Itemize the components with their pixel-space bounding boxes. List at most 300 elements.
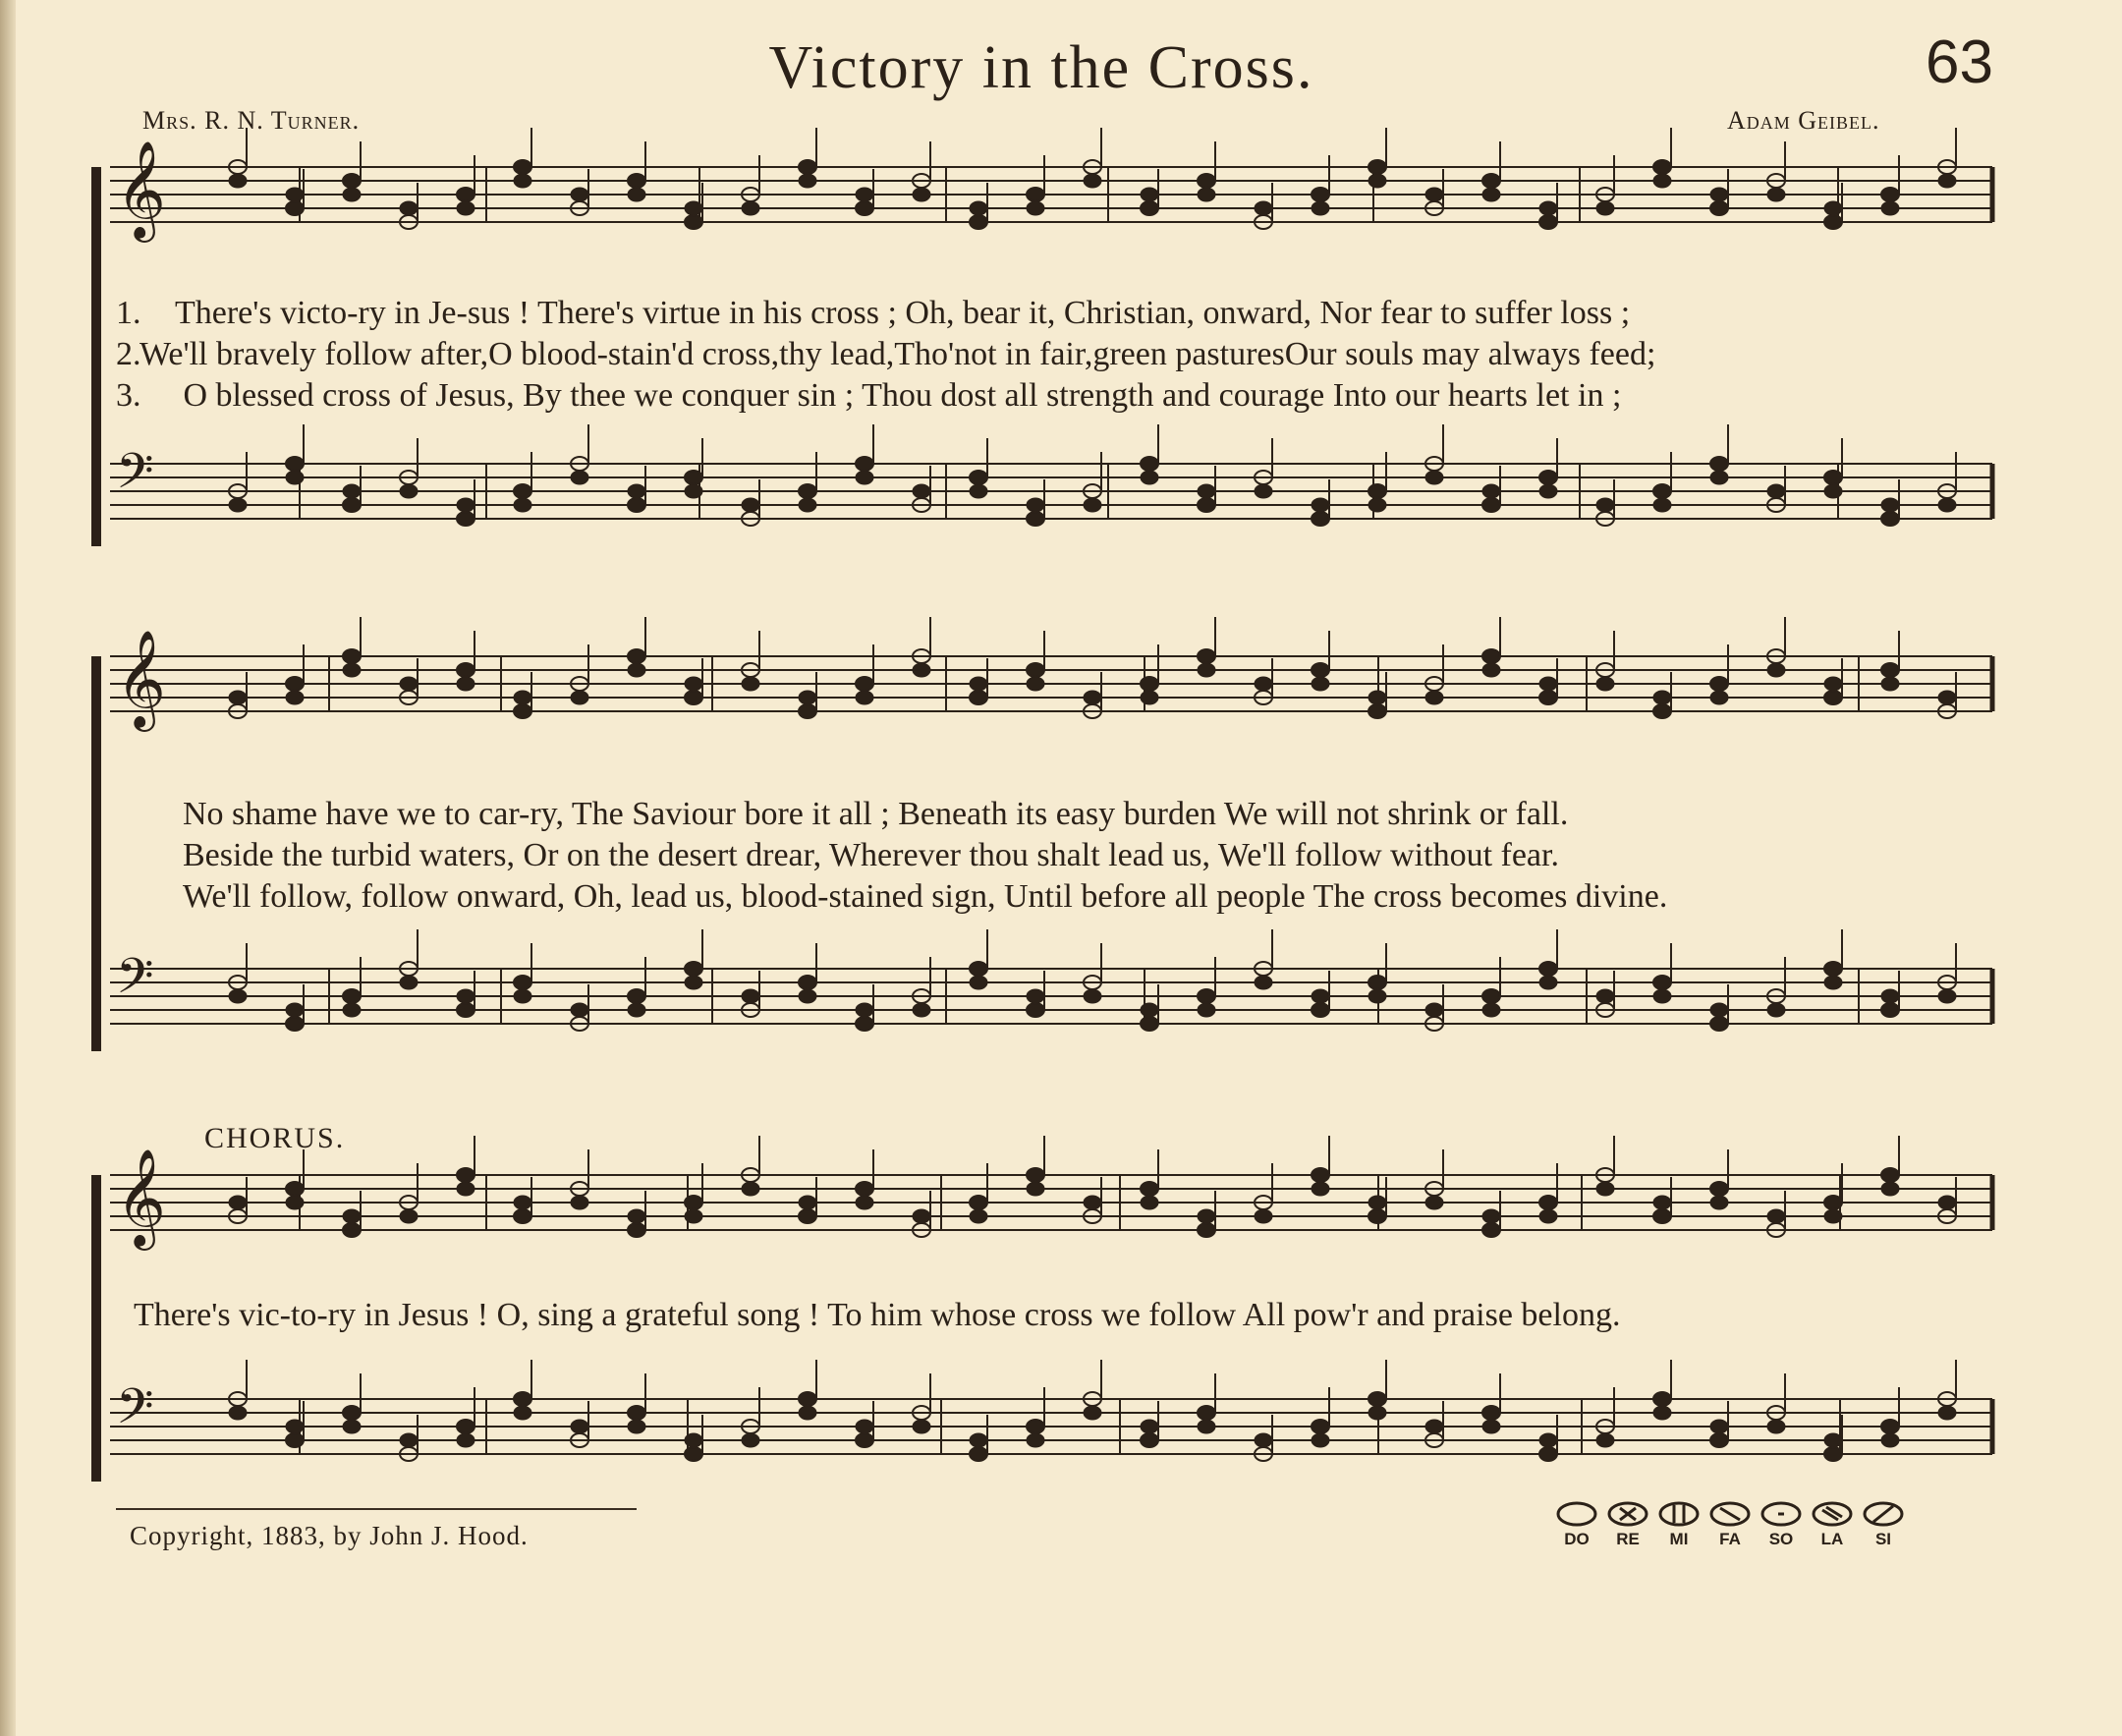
note-head bbox=[514, 498, 531, 512]
note-head bbox=[856, 677, 873, 691]
note-head bbox=[856, 691, 873, 704]
note-head bbox=[343, 1406, 361, 1420]
note-head bbox=[1425, 691, 1443, 704]
verse-lyrics-block-2 bbox=[183, 794, 2069, 918]
note-head bbox=[1312, 989, 1329, 1003]
note-head bbox=[286, 188, 304, 201]
note-head bbox=[1368, 989, 1386, 1003]
note-head bbox=[628, 188, 645, 201]
note-head bbox=[1767, 188, 1785, 201]
note-head bbox=[1653, 691, 1671, 704]
note-head bbox=[286, 201, 304, 215]
note-head bbox=[1824, 1433, 1842, 1447]
shape-re-mark bbox=[1620, 1508, 1636, 1520]
copyright-notice: Copyright, 1883, by John J. Hood. bbox=[130, 1521, 529, 1550]
note-head bbox=[1653, 704, 1671, 718]
note-head bbox=[1824, 215, 1842, 229]
note-head bbox=[1824, 201, 1842, 215]
note-head bbox=[1767, 1003, 1785, 1017]
note-head bbox=[1482, 498, 1500, 512]
note-head bbox=[343, 484, 361, 498]
note-head bbox=[229, 174, 247, 188]
note-head bbox=[1539, 471, 1557, 484]
note-head bbox=[856, 457, 873, 471]
note-head bbox=[514, 1196, 531, 1209]
note-head bbox=[1312, 498, 1329, 512]
note-head bbox=[1539, 1196, 1557, 1209]
note-head bbox=[1482, 1209, 1500, 1223]
note-head bbox=[970, 677, 987, 691]
note-head bbox=[343, 989, 361, 1003]
note-head bbox=[1938, 1196, 1956, 1209]
note-head bbox=[1084, 498, 1101, 512]
shape-si-mark bbox=[1873, 1506, 1893, 1522]
note-head bbox=[1767, 663, 1785, 677]
note-head bbox=[1027, 498, 1044, 512]
page-number: 63 bbox=[1926, 28, 1993, 96]
note-head bbox=[1141, 1003, 1158, 1017]
note-head bbox=[628, 1406, 645, 1420]
note-head bbox=[1141, 457, 1158, 471]
note-head bbox=[286, 1017, 304, 1031]
note-head bbox=[1368, 160, 1386, 174]
note-head bbox=[628, 1003, 645, 1017]
note-head bbox=[229, 1196, 247, 1209]
note-head bbox=[685, 1447, 702, 1461]
note-head bbox=[970, 1433, 987, 1447]
note-head bbox=[1027, 512, 1044, 526]
note-head bbox=[1824, 1209, 1842, 1223]
note-head bbox=[457, 1003, 475, 1017]
note-head bbox=[1653, 160, 1671, 174]
note-head bbox=[1653, 174, 1671, 188]
note-head bbox=[1539, 976, 1557, 989]
note-head bbox=[685, 1209, 702, 1223]
note-head bbox=[1482, 663, 1500, 677]
note-head bbox=[343, 174, 361, 188]
verse-text: O blessed cross of Jesus, By thee we conquer sin ; Thou dost all strength and courage Into our hearts let in ; bbox=[175, 377, 1622, 414]
note-head bbox=[685, 976, 702, 989]
note-head bbox=[1084, 691, 1101, 704]
note-head bbox=[1255, 484, 1272, 498]
legend-label-mi: MI bbox=[1669, 1530, 1689, 1548]
note-head bbox=[628, 663, 645, 677]
note-head bbox=[1312, 1433, 1329, 1447]
note-head bbox=[457, 512, 475, 526]
treble-clef-icon: 𝄞 bbox=[116, 140, 166, 239]
note-head bbox=[1482, 1420, 1500, 1433]
note-head bbox=[1539, 484, 1557, 498]
note-head bbox=[799, 484, 816, 498]
note-head bbox=[799, 1392, 816, 1406]
note-head bbox=[457, 1182, 475, 1196]
note-head bbox=[1084, 1406, 1101, 1420]
chorus-lyrics bbox=[134, 1295, 2020, 1336]
note-head bbox=[685, 691, 702, 704]
note-head bbox=[970, 1447, 987, 1461]
note-head bbox=[286, 471, 304, 484]
note-head bbox=[1027, 201, 1044, 215]
note-head bbox=[457, 188, 475, 201]
shape-fa-mark bbox=[1720, 1508, 1740, 1520]
note-head bbox=[628, 649, 645, 663]
note-head bbox=[514, 484, 531, 498]
note-head bbox=[1198, 498, 1215, 512]
note-head bbox=[286, 1420, 304, 1433]
verse-line-3b: We'll follow, follow onward, Oh, lead us, blood-stained sign, Until before all people The cross becomes divine. bbox=[183, 878, 1668, 915]
note-head bbox=[856, 1003, 873, 1017]
note-head bbox=[1881, 989, 1899, 1003]
note-head bbox=[1255, 677, 1272, 691]
note-head bbox=[1368, 704, 1386, 718]
note-head bbox=[571, 1196, 588, 1209]
note-head bbox=[286, 1182, 304, 1196]
note-head bbox=[1027, 1168, 1044, 1182]
note-head bbox=[286, 1196, 304, 1209]
note-head bbox=[1425, 1420, 1443, 1433]
note-head bbox=[1767, 1420, 1785, 1433]
note-head bbox=[1482, 174, 1500, 188]
note-head bbox=[970, 1209, 987, 1223]
note-head bbox=[571, 1420, 588, 1433]
note-head bbox=[742, 1433, 759, 1447]
note-head bbox=[1710, 1017, 1728, 1031]
note-head bbox=[856, 1017, 873, 1031]
note-head bbox=[1084, 989, 1101, 1003]
note-head bbox=[856, 201, 873, 215]
note-head bbox=[799, 1196, 816, 1209]
note-head bbox=[1710, 1182, 1728, 1196]
note-head bbox=[1425, 1196, 1443, 1209]
note-head bbox=[1824, 691, 1842, 704]
note-head bbox=[1255, 976, 1272, 989]
note-head bbox=[913, 1420, 930, 1433]
shape-la-mark bbox=[1822, 1507, 1842, 1520]
note-head bbox=[514, 1392, 531, 1406]
chorus-label: CHORUS. bbox=[204, 1122, 346, 1154]
note-head bbox=[628, 1223, 645, 1237]
note-head bbox=[1198, 1420, 1215, 1433]
note-head bbox=[970, 201, 987, 215]
note-head bbox=[343, 663, 361, 677]
shape-mi-icon bbox=[1660, 1503, 1698, 1525]
note-head bbox=[1198, 1406, 1215, 1420]
note-head bbox=[1710, 201, 1728, 215]
note-head bbox=[514, 976, 531, 989]
note-head bbox=[1312, 1182, 1329, 1196]
note-head bbox=[742, 498, 759, 512]
note-head bbox=[913, 188, 930, 201]
note-head bbox=[1084, 1196, 1101, 1209]
note-head bbox=[913, 1003, 930, 1017]
note-head bbox=[1881, 677, 1899, 691]
composer-credit: Adam Geibel. bbox=[1727, 106, 1880, 135]
note-head bbox=[1767, 484, 1785, 498]
legend-label-do: DO bbox=[1564, 1530, 1590, 1548]
note-head bbox=[1198, 484, 1215, 498]
note-head bbox=[628, 1420, 645, 1433]
note-head bbox=[229, 691, 247, 704]
verse-number: 3. bbox=[116, 377, 141, 414]
note-head bbox=[457, 1433, 475, 1447]
note-head bbox=[1881, 512, 1899, 526]
note-head bbox=[685, 201, 702, 215]
verse-text: We'll bravely follow after,O blood-stain'd cross,thy lead,Tho'not in fair,green pasturesOur souls may always feed; bbox=[140, 336, 1656, 372]
note-head bbox=[1255, 201, 1272, 215]
note-head bbox=[514, 989, 531, 1003]
note-head bbox=[970, 1196, 987, 1209]
note-head bbox=[970, 471, 987, 484]
note-head bbox=[1938, 989, 1956, 1003]
note-head bbox=[1027, 1182, 1044, 1196]
note-head bbox=[1824, 471, 1842, 484]
verse-number: 1. bbox=[116, 295, 141, 331]
note-head bbox=[343, 1003, 361, 1017]
note-head bbox=[1881, 1433, 1899, 1447]
note-head bbox=[1312, 1168, 1329, 1182]
legend-label-re: RE bbox=[1616, 1530, 1640, 1548]
note-head bbox=[343, 498, 361, 512]
note-head bbox=[913, 484, 930, 498]
bass-clef-icon: 𝄢 bbox=[116, 443, 154, 512]
note-head bbox=[1141, 1182, 1158, 1196]
note-head bbox=[1881, 498, 1899, 512]
copyright-rule bbox=[116, 1508, 637, 1510]
shape-la-icon bbox=[1814, 1503, 1851, 1525]
note-head bbox=[1710, 471, 1728, 484]
note-head bbox=[1539, 215, 1557, 229]
note-head bbox=[1938, 691, 1956, 704]
note-head bbox=[1824, 1196, 1842, 1209]
note-head bbox=[400, 484, 418, 498]
note-head bbox=[856, 188, 873, 201]
note-head bbox=[1312, 1003, 1329, 1017]
note-head bbox=[685, 471, 702, 484]
note-head bbox=[1198, 174, 1215, 188]
note-head bbox=[1141, 1420, 1158, 1433]
note-head bbox=[1539, 1209, 1557, 1223]
note-head bbox=[1368, 174, 1386, 188]
note-head bbox=[1482, 989, 1500, 1003]
legend-label-fa: FA bbox=[1719, 1530, 1741, 1548]
note-head bbox=[1198, 188, 1215, 201]
note-head bbox=[742, 989, 759, 1003]
note-head bbox=[1596, 989, 1614, 1003]
note-head bbox=[685, 484, 702, 498]
note-head bbox=[1653, 1406, 1671, 1420]
note-head bbox=[1482, 1223, 1500, 1237]
note-head bbox=[685, 677, 702, 691]
note-head bbox=[1425, 188, 1443, 201]
note-head bbox=[1482, 1406, 1500, 1420]
note-head bbox=[286, 691, 304, 704]
note-head bbox=[628, 174, 645, 188]
note-head bbox=[1653, 1196, 1671, 1209]
note-head bbox=[1198, 1223, 1215, 1237]
note-head bbox=[1198, 989, 1215, 1003]
note-head bbox=[1710, 457, 1728, 471]
note-head bbox=[1482, 484, 1500, 498]
note-head bbox=[1881, 1420, 1899, 1433]
note-head bbox=[1938, 498, 1956, 512]
note-head bbox=[1368, 1406, 1386, 1420]
note-head bbox=[799, 1406, 816, 1420]
note-head bbox=[1368, 484, 1386, 498]
note-head bbox=[1368, 498, 1386, 512]
note-head bbox=[1539, 677, 1557, 691]
note-head bbox=[286, 1003, 304, 1017]
note-head bbox=[229, 1406, 247, 1420]
note-head bbox=[1084, 174, 1101, 188]
note-head bbox=[742, 677, 759, 691]
note-head bbox=[1312, 512, 1329, 526]
shape-mi-mark bbox=[1674, 1505, 1684, 1523]
note-head bbox=[913, 1209, 930, 1223]
note-head bbox=[1312, 188, 1329, 201]
note-head bbox=[343, 649, 361, 663]
note-head bbox=[514, 1209, 531, 1223]
note-head bbox=[514, 174, 531, 188]
note-head bbox=[400, 1209, 418, 1223]
note-head bbox=[1596, 677, 1614, 691]
note-head bbox=[685, 962, 702, 976]
note-head bbox=[799, 174, 816, 188]
note-head bbox=[1881, 188, 1899, 201]
note-head bbox=[628, 989, 645, 1003]
note-head bbox=[970, 691, 987, 704]
note-head bbox=[1539, 1447, 1557, 1461]
note-head bbox=[1824, 484, 1842, 498]
note-head bbox=[1312, 201, 1329, 215]
chorus-line: There's vic-to-ry in Jesus ! O, sing a grateful song ! To him whose cross we follow All pow'r and praise belong. bbox=[134, 1297, 1621, 1333]
note-head bbox=[457, 989, 475, 1003]
note-head bbox=[1482, 649, 1500, 663]
note-head bbox=[1368, 976, 1386, 989]
note-head bbox=[1653, 484, 1671, 498]
bass-clef-icon: 𝄢 bbox=[116, 1378, 154, 1447]
legend-label-so: SO bbox=[1768, 1530, 1794, 1548]
note-head bbox=[1312, 663, 1329, 677]
note-head bbox=[286, 677, 304, 691]
note-head bbox=[229, 989, 247, 1003]
note-head bbox=[457, 201, 475, 215]
note-head bbox=[343, 1209, 361, 1223]
note-head bbox=[457, 663, 475, 677]
note-head bbox=[1824, 976, 1842, 989]
note-head bbox=[1710, 691, 1728, 704]
note-head bbox=[514, 691, 531, 704]
note-head bbox=[1767, 1209, 1785, 1223]
note-head bbox=[1425, 1003, 1443, 1017]
note-head bbox=[514, 1406, 531, 1420]
note-head bbox=[1027, 1003, 1044, 1017]
note-head bbox=[1596, 1433, 1614, 1447]
note-head bbox=[742, 201, 759, 215]
verse-number: 2. bbox=[116, 336, 141, 372]
note-head bbox=[1027, 1420, 1044, 1433]
note-head bbox=[1425, 471, 1443, 484]
note-head bbox=[1881, 663, 1899, 677]
note-head bbox=[970, 962, 987, 976]
note-head bbox=[799, 976, 816, 989]
note-head bbox=[1198, 1003, 1215, 1017]
note-head bbox=[1539, 962, 1557, 976]
note-head bbox=[856, 1196, 873, 1209]
note-head bbox=[1596, 498, 1614, 512]
verse-text: There's victo-ry in Je-sus ! There's virtue in his cross ; Oh, bear it, Christian, onward, Nor fear to suffer loss ; bbox=[175, 295, 1631, 331]
note-head bbox=[1653, 989, 1671, 1003]
note-head bbox=[1710, 1003, 1728, 1017]
note-head bbox=[1539, 691, 1557, 704]
note-head bbox=[1368, 691, 1386, 704]
note-head bbox=[1141, 1433, 1158, 1447]
verse-line-1 bbox=[116, 293, 2002, 334]
note-head bbox=[856, 471, 873, 484]
note-head bbox=[571, 188, 588, 201]
note-head bbox=[343, 1420, 361, 1433]
note-head bbox=[1653, 976, 1671, 989]
note-head bbox=[1881, 201, 1899, 215]
note-head bbox=[1653, 1209, 1671, 1223]
note-head bbox=[1027, 989, 1044, 1003]
verse-line-2 bbox=[116, 334, 2002, 375]
note-head bbox=[1653, 1392, 1671, 1406]
note-head bbox=[1596, 201, 1614, 215]
note-head bbox=[856, 1182, 873, 1196]
legend-label-si: SI bbox=[1874, 1530, 1892, 1548]
note-head bbox=[799, 704, 816, 718]
note-head bbox=[1255, 1209, 1272, 1223]
note-head bbox=[400, 1433, 418, 1447]
note-head bbox=[400, 201, 418, 215]
note-head bbox=[1027, 188, 1044, 201]
note-head bbox=[1938, 174, 1956, 188]
note-head bbox=[1824, 677, 1842, 691]
note-head bbox=[799, 160, 816, 174]
treble-clef-icon: 𝄞 bbox=[116, 1148, 166, 1247]
note-head bbox=[970, 484, 987, 498]
note-head bbox=[1482, 1003, 1500, 1017]
note-head bbox=[1596, 1182, 1614, 1196]
note-head bbox=[343, 1223, 361, 1237]
bass-clef-icon: 𝄢 bbox=[116, 948, 154, 1017]
note-head bbox=[1198, 1209, 1215, 1223]
note-head bbox=[1824, 962, 1842, 976]
note-head bbox=[1710, 677, 1728, 691]
lyricist-credit: Mrs. R. N. Turner. bbox=[142, 106, 361, 135]
note-head bbox=[799, 1209, 816, 1223]
note-head bbox=[1141, 691, 1158, 704]
note-head bbox=[457, 498, 475, 512]
note-head bbox=[1141, 677, 1158, 691]
note-head bbox=[514, 160, 531, 174]
note-head bbox=[1710, 188, 1728, 201]
treble-clef-icon: 𝄞 bbox=[116, 630, 166, 728]
verse-lyrics-block-1 bbox=[116, 293, 2002, 417]
shape-do-icon bbox=[1558, 1503, 1595, 1525]
note-head bbox=[1710, 1433, 1728, 1447]
note-head bbox=[1312, 1420, 1329, 1433]
note-head bbox=[1141, 1196, 1158, 1209]
note-head bbox=[229, 498, 247, 512]
verse-line-1b: No shame have we to car-ry, The Saviour bore it all ; Beneath its easy burden We will not shrink or fall. bbox=[183, 796, 1569, 832]
note-head bbox=[1141, 188, 1158, 201]
note-head bbox=[286, 457, 304, 471]
note-head bbox=[799, 691, 816, 704]
note-head bbox=[1482, 188, 1500, 201]
note-head bbox=[343, 188, 361, 201]
note-head bbox=[1027, 677, 1044, 691]
